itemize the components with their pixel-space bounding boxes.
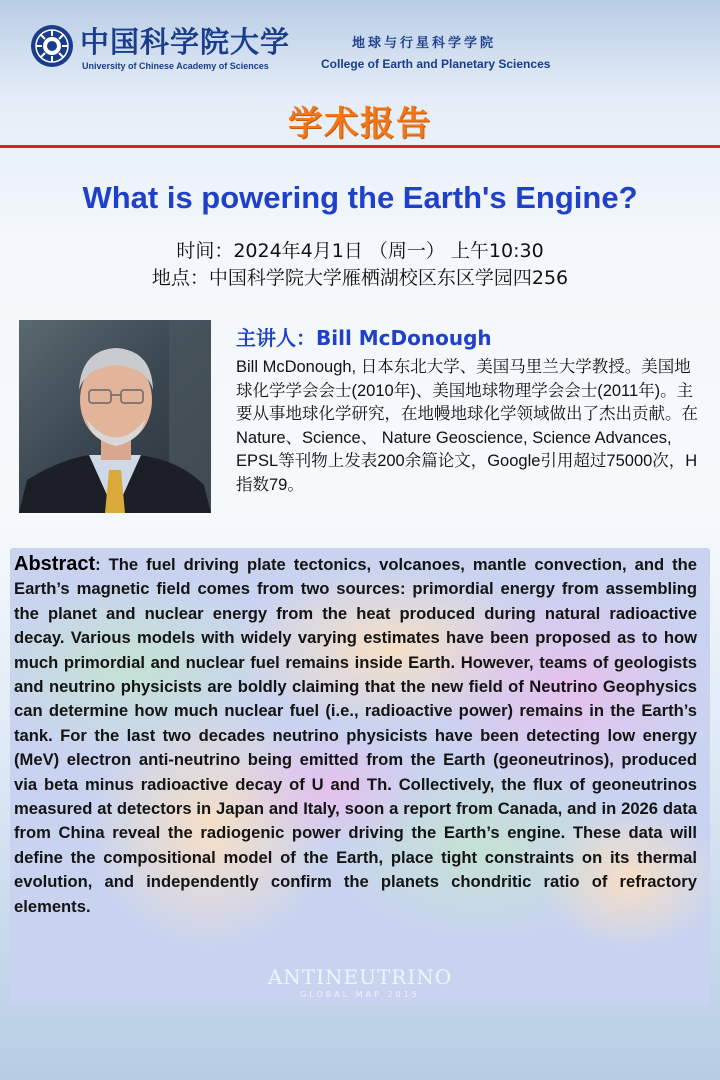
speaker-bio: Bill McDonough, 日本东北大学、美国马里兰大学教授。美国地球化学学会会士(2010年)、美国地球物理学会会士(2011年)。主要从事地球化学研究，在地幔地球化学领域做出了杰出贡献。在Nature、Science、 Nature Geoscience, Science Advances, EPSL等刊物上发表200余篇论文，Google引用超过75000次，H指数79。: [236, 358, 698, 494]
ucas-chinese-name: 中国科学院大学: [80, 25, 291, 59]
speaker-photo: [19, 320, 211, 513]
map-title: ANTINEUTRINO: [267, 965, 453, 989]
abstract-paragraph: [14, 552, 697, 919]
abstract-keyword: Abstract: [14, 553, 96, 575]
abstract-text: : The fuel driving plate tectonics, volcanoes, mantle convection, and the Earth’s magnetic field comes from two sources: primordial energy from assembling the planet and nuclear energy from the heat produced during natural radioactive decay. Various models with widely varying estimates have been proposed as to how much primordial and nuclear fuel remains inside Earth. However, teams of geologists and neutrino physicists are boldly claiming that the new field of Neutrino Geophysics can determine how much nuclear fuel (i.e., radioactive power) remains in the Earth’s tank. For the last two decades neutrino physicists have been detecting low energy (MeV) electron anti-neutrino being emitted from the Earth (geoneutrinos), produced via beta minus radioactive decay of U and Th. Collectively, the flux of geoneutrinos measured at detectors in Japan and Italy, soon a report from Canada, and in 2026 data from China reveal the radiogenic power driving the Earth’s engine. These data will define the compositional model of the Earth, place tight constraints on its thermal evolution, and independently confirm the planets chondritic ratio of refractory elements.: [14, 555, 697, 916]
talk-title: What is powering the Earth's Engine?: [82, 180, 638, 215]
talk-place: 地点：中国科学院大学雁栖湖校区东区学园四256: [151, 267, 569, 289]
ucas-logo: [30, 24, 74, 68]
college-english-name: College of Earth and Planetary Sciences: [321, 57, 551, 71]
college-chinese-name: 地球与行星科学学院: [352, 36, 497, 51]
talk-time: 时间：2024年4月1日 （周一） 上午10:30: [176, 240, 544, 262]
poster-header: [0, 0, 720, 146]
ucas-english-name: University of Chinese Academy of Sciences: [82, 61, 269, 71]
header-divider: [0, 145, 720, 148]
map-subtitle: GLOBAL MAP 2015: [300, 990, 420, 999]
speaker-label: 主讲人：Bill McDonough: [236, 326, 492, 350]
report-label: 学术报告: [288, 104, 432, 144]
